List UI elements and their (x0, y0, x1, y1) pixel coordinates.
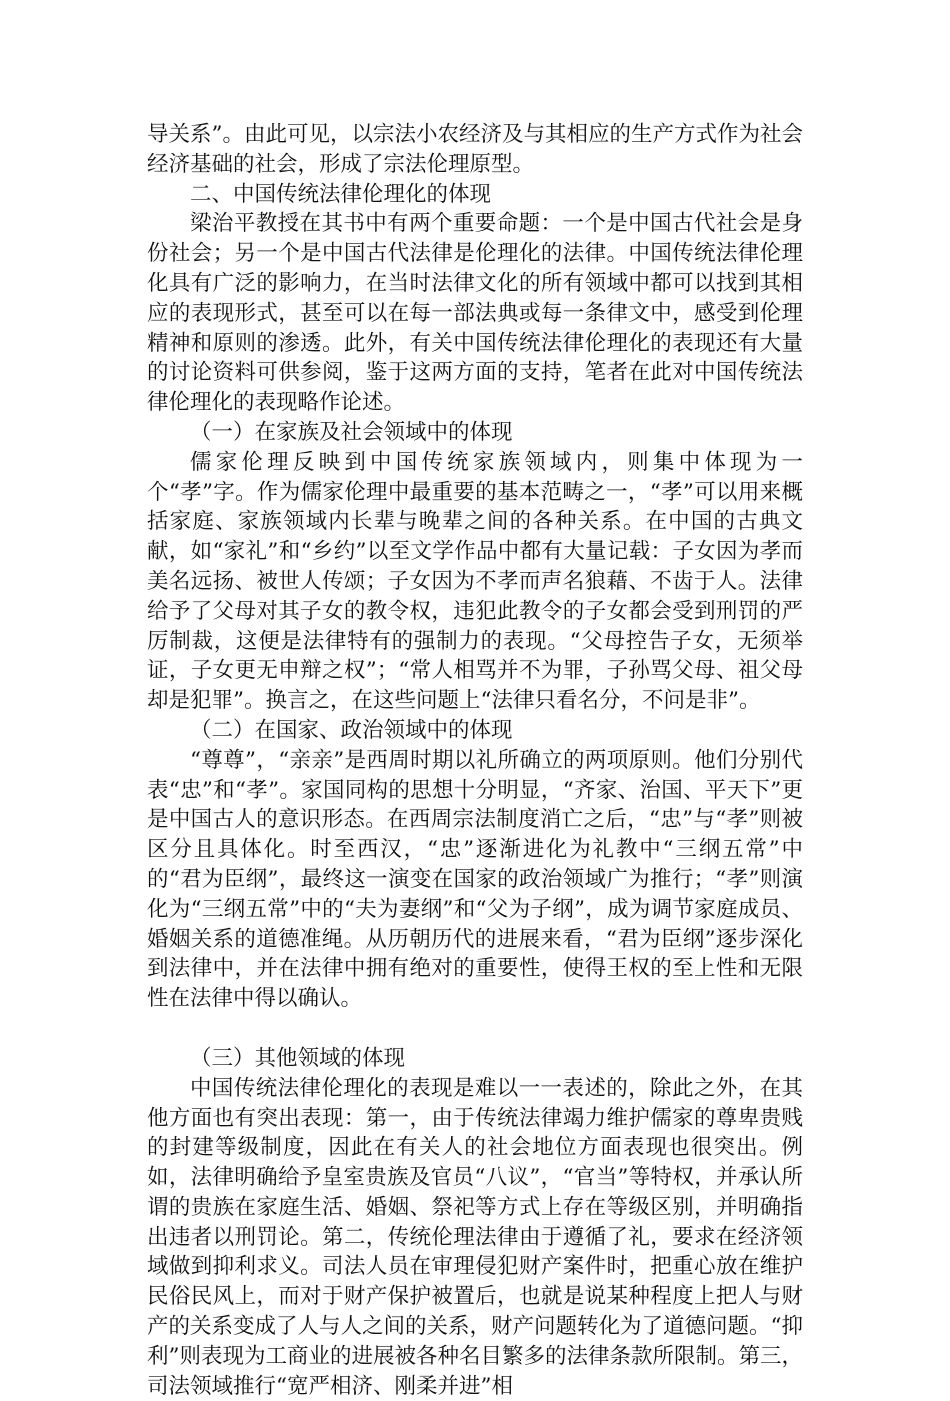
paragraph-family-filial: 儒家伦理反映到中国传统家族领域内，则集中体现为一个“孝”字。作为儒家伦理中最重要的基本范畴之一，“孝”可以用来概括家庭、家族领域内长辈与晚辈之间的各种关系。在中国的古典文献，如“家礼”和“乡约”以至文学作品中都有大量记载：子女因为孝而美名远扬、被世人传颂；子女因为不孝而声名狼藉、不齿于人。法律给予了父母对其子女的教令权，违犯此教令的子女都会受到刑罚的严厉制裁，这便是法律特有的强制力的表现。“父母控告子女，无须举证，子女更无申辩之权”；“常人相骂并不为罪，子孙骂父母、祖父母却是犯罪”。换言之，在这些问题上“法律只看名分，不问是非”。 (147, 449, 803, 714)
subsection-heading-other: （三）其他领域的体现 (190, 1045, 406, 1071)
subsection-heading-state: （二）在国家、政治领域中的体现 (190, 717, 513, 743)
paragraph-gap (147, 1014, 803, 1044)
paragraph-other-fields: 中国传统法律伦理化的表现是难以一一表述的，除此之外，在其他方面也有突出表现：第一，由于传统法律竭力维护儒家的尊卑贵贱的封建等级制度，因此在有关人的社会地位方面表现也很突出。例如，法律明确给予皇室贵族及官员“八议”，“官当”等特权，并承认所谓的贵族在家庭生活、婚姻、祭祀等方式上存在等级区别，并明确指出违者以刑罚论。第二，传统伦理法律由于遵循了礼，要求在经济领域做到抑利求义。司法人员在审理侵犯财产案件时，把重心放在维护民俗民风上，而对于财产保护被置后，也就是说某种程度上把人与财产的关系变成了人与人之间的关系，财产问题转化为了道德问题。“抑利”则表现为工商业的进展被各种名目繁多的法律条款所限制。第三，司法领域推行“宽严相济、刚柔并进”相 (147, 1075, 804, 1399)
paragraph-liang-zhiping: 梁治平教授在其书中有两个重要命题：一个是中国古代社会是身份社会；另一个是中国古代法律是伦理化的法律。中国传统法律伦理化具有广泛的影响力，在当时法律文化的所有领域中都可以找到其相应的表现形式，甚至可以在每一部法典或每一条律文中，感受到伦理精神和原则的渗透。此外，有关中国传统法律伦理化的表现还有大量的讨论资料可供参阅，鉴于这两方面的支持，笔者在此对中国传统法律伦理化的表现略作论述。 (147, 211, 803, 416)
subsection-heading-family: （一）在家族及社会领域中的体现 (190, 419, 513, 445)
section-heading-2: 二、中国传统法律伦理化的体现 (190, 181, 492, 207)
paragraph-intro-tail: 导关系”。由此可见，以宗法小农经济及与其相应的生产方式作为社会经济基础的社会，形成了宗法伦理原型。 (147, 122, 803, 177)
document-page (147, 120, 803, 1401)
paragraph-state-politics: “尊尊”，“亲亲”是西周时期以礼所确立的两项原则。他们分别代表“忠”和“孝”。家国同构的思想十分明显，“齐家、治国、平天下”更是中国古人的意识形态。在西周宗法制度消亡之后，“忠”与“孝”则被区分且具体化。时至西汉，“忠”逐渐进化为礼教中“三纲五常”中的“君为臣纲”，最终这一演变在国家的政治领域广为推行；“孝”则演化为“三纲五常”中的“夫为妻纲”和“父为子纲”，成为调节家庭成员、婚姻关系的道德准绳。从历朝历代的进展来看，“君为臣纲”逐步深化到法律中，并在法律中拥有绝对的重要性，使得王权的至上性和无限性在法律中得以确认。 (147, 747, 803, 1012)
